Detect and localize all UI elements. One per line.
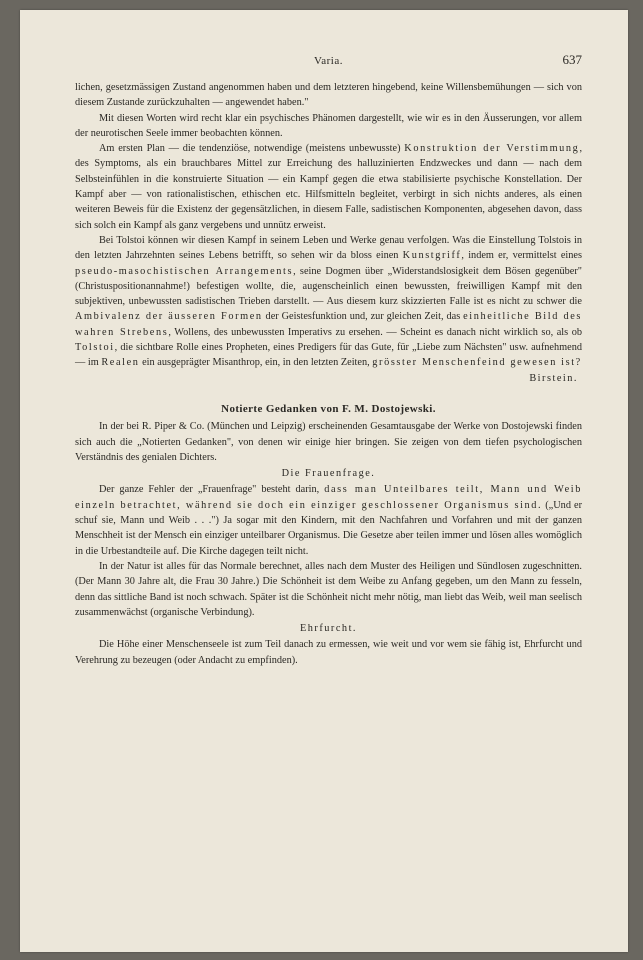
text-run: , die sichtbare Rolle eines Propheten, eines Predigers für das Gute, für „Liebe zum Nächsten" usw. aufnehmend — im (75, 342, 582, 369)
page-number: 637 (562, 52, 582, 67)
text-run: Am ersten Plan — die tendenziöse, notwendige (meistens unbewusste) (99, 143, 401, 155)
text-run: , seine Dogmen über „Widerstandslosigkeit dem Bösen gegenüber" (Christuspositionannahme!) befestigen wollte, die, augenscheinlich einen bewussten, freiwilligen Kampf mit den subjektiven, unbewussten sadistischen Trieben darstellt. — Aus diesem kurz skizzierten Falle ist es nicht zu schwer die (75, 265, 583, 308)
emphasized-text: Tolstoi (75, 342, 115, 354)
author-signature: Birstein. (529, 372, 578, 384)
paragraph-first-plan (75, 141, 582, 233)
paragraph-ehrfurcht: Die Höhe einer Menschenseele ist zum Teil danach zu ermessen, wie weit und vor wem sie fähig ist, Ehrfurcht und Verehrung zu bezeugen (oder Andacht zu empfinden). (75, 639, 582, 666)
paragraph-continuation: lichen, gesetzmässigen Zustand angenommen haben und dem letzteren hingebend, keine Willensbemühungen — sich von diesem Zustande zurückzuhalten — angewendet haben." (75, 82, 582, 109)
book-page (20, 10, 628, 952)
emphasized-text: Ambivalenz der äusseren Formen (75, 311, 263, 323)
emphasized-text: Realen (101, 357, 140, 369)
article-title: Notierte Gedanken von F. M. Dostojewski. (221, 402, 436, 415)
paragraph-phenomenon: Mit diesen Worten wird recht klar ein psychisches Phänomen dargestellt, wie wir es in den Äusserungen, vor allem der neurotischen Seele immer beobachten können. (75, 112, 582, 139)
emphasized-text: grösster Menschenfeind gewesen ist? (372, 357, 582, 369)
page-header (75, 54, 582, 80)
text-run: („Und er schuf sie, Mann und Weib . . .") Ja sogar mit den Kindern, mit den Nachfahren und Vorfahren und mit der ganzen Menschheit ist der Mensch ein einziger unteilbarer Organismus. Die Gesetze aber teilen immer und lösen alles womöglich in die Urbestandteile auf. Die Kirche dagegen teilt nicht. (75, 499, 583, 557)
text-block (75, 54, 582, 668)
text-run: der Geistesfunktion und, zur gleichen Zeit, das (265, 311, 461, 323)
text-run: , des Symptoms, als ein brauchbares Mittel zur Erreichung des halluzinierten Endzweckes und dann — nach dem Selbsteinfühlen in die konstruierte Situation — ein Kampf gegen die etwa stabilisierte psychische Konstellation. Der Kampf aber — von rationalistischen, ethischen etc. Hilfsmitteln begleitet, verbirgt in sich nichts anderes, als einen weiteren Beweis für die Existenz der gegensätzlichen, in diesem Falle, sadistischen Komponenten, abgesehen davon, dass sich solch ein Kampf als ganz vergebens und unnütz erweist. (75, 143, 583, 231)
section-heading-frauenfrage: Die Frauenfrage. (281, 468, 376, 480)
paragraph-frauenfrage (75, 482, 582, 558)
emphasized-text: Kunstgriff (402, 250, 462, 262)
text-run: ein ausgeprägter Misanthrop, ein, in den letzten Zeiten, (142, 357, 370, 369)
emphasized-text: Konstruktion der Verstimmung (404, 143, 580, 155)
emphasized-text: pseudo-masochistischen Arrangements (75, 265, 294, 277)
text-run: , Wollens, des unbewussten Imperativs zu ersehen. — Scheint es danach nicht wirklich so, als ob (168, 326, 583, 338)
text-run: Bei Tolstoi können wir diesen Kampf in seinem Leben und Werke genau verfolgen. Was die Einstellung Tolstois in den letzten Jahrzehnten seines Lebens betrifft, so sehen wir da bloss einen (75, 234, 582, 262)
text-run: , indem er, vermittelst eines (461, 250, 582, 262)
running-title: Varia. (314, 55, 343, 67)
paragraph-intro: In der bei R. Piper & Co. (München und Leipzig) erscheinenden Gesamtausgabe der Werke von Dostojewski finden sich auch die „Notierten Gedanken", von denen wir einige hier bringen. Sie zeigen von dem tiefen psychologischen Verständnis des genialen Dichters. (75, 421, 582, 463)
emphasized-text: einheitliche Bild des wahren Strebens (75, 311, 582, 338)
section-heading-ehrfurcht: Ehrfurcht. (299, 623, 358, 635)
paragraph-tolstoi (75, 233, 582, 371)
text-run: Der ganze Fehler der „Frauenfrage" besteht darin, (99, 484, 320, 496)
emphasized-text: dass man Unteilbares teilt, Mann und Weib einzeln betrachtet, während sie doch ein einziger geschlossener Organismus sind. (75, 484, 582, 511)
paragraph-natur: In der Natur ist alles für das Normale berechnet, alles nach dem Muster des Heiligen und Sündlosen zugeschnitten. (Der Mann 30 Jahre alt, die Frau 30 Jahre.) Die Schönheit ist dem Weibe zu Anfang gegeben, um den Mann zu fesseln, denn das sittliche Band ist noch schwach. Später ist die Schönheit nicht mehr nötig, man liebt das Weib, weil man seelisch zusammenwächst (organische Verbindung). (75, 560, 582, 618)
